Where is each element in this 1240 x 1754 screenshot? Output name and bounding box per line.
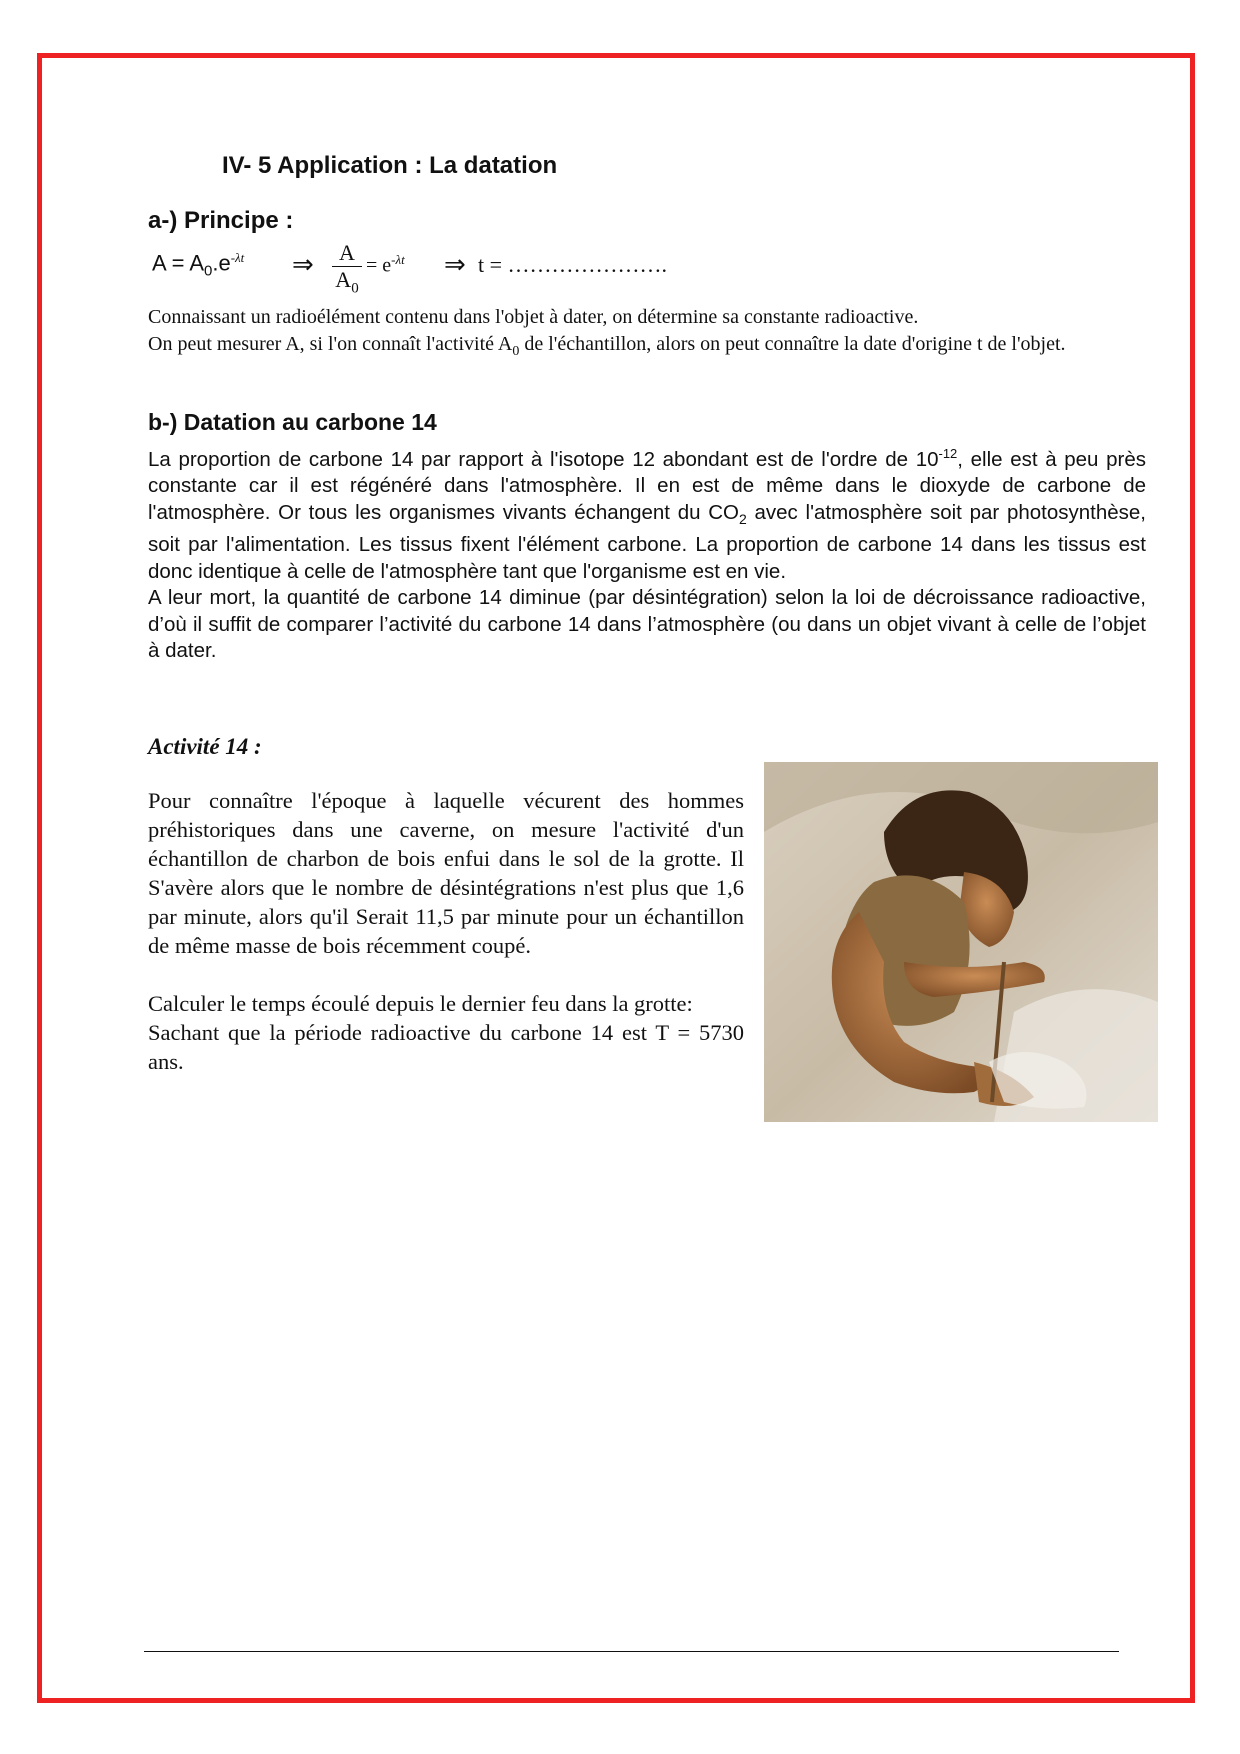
implies-arrow-1: ⇒ xyxy=(292,250,314,279)
carbone-paragraph-2: A leur mort, la quantité de carbone 14 diminue (par désintégration) selon la loi de décroissance radioactive, d’où il suffit de comparer l’activité du carbone 14 dans l’atmosphère (ou dans un objet vivant à celle de l’objet à dater. xyxy=(148,586,1146,663)
principe-line-2: On peut mesurer A, si l'on connaît l'activité $A_0$ de l'échantillon, alors on peut connaître la date d'origine t de l'objet. xyxy=(148,333,1066,359)
formula-exp: = $e^{-\lambda t}$ xyxy=(366,252,405,277)
fraction-denominator: $A_0$ xyxy=(335,267,359,297)
principe-paragraph xyxy=(148,304,1146,365)
principe-line-1: Connaissant un radioélément contenu dans l'objet à dater, on détermine sa constante radioactive. xyxy=(148,306,919,328)
activite-given: Sachant que la période radioactive du carbone 14 est T = 5730 ans. xyxy=(148,1020,744,1074)
decay-formula xyxy=(152,240,852,300)
carbone-heading: b-) Datation au carbone 14 xyxy=(148,409,437,435)
formula-result: t = …………………. xyxy=(478,252,668,277)
section-title: IV- 5 Application : La datation xyxy=(222,152,558,179)
prehistoric-man-illustration xyxy=(764,762,1158,1122)
activite-text xyxy=(148,786,744,1076)
implies-arrow-2: ⇒ xyxy=(444,250,466,279)
fraction-numerator: A xyxy=(339,240,355,265)
principe-heading: a-) Principe : xyxy=(148,207,294,234)
footer-rule xyxy=(144,1651,1119,1652)
ratio-fraction xyxy=(332,240,362,301)
activite-paragraph-1: Pour connaître l'époque à laquelle vécurent des hommes préhistoriques dans une caverne, on mesure l'activité d'un échantillon de charbon de bois enfui dans le sol de la grotte. Il S'avère alors que le nombre de désintégrations n'est plus que 1,6 par minute, alors qu'il Serait 11,5 par minute pour un échantillon de même masse de bois récemment coupé. xyxy=(148,788,744,958)
formula-lhs: $A = A_0.e^{-\lambda t}$ xyxy=(152,250,245,280)
carbone-paragraph-1: La proportion de carbone 14 par rapport à l'isotope 12 abondant est de l'ordre de $10^{-12}$, elle est à peu près constante car il est régénéré dans l'atmosphère. Il en est de même dans le dioxyde de carbone de l'atmosphère. Or tous les organismes vivants échangent du $CO_2$ avec l'atmosphère soit par photosynthèse, soit par l'alimentation. Les tissus fixent l'élément carbone. La proportion de carbone 14 dans les tissus est donc identique à celle de l'atmosphère tant que l'organisme est en vie. xyxy=(148,446,1146,583)
carbone-paragraph xyxy=(148,441,1146,665)
activite-heading: Activité 14 : xyxy=(148,734,262,759)
activite-question: Calculer le temps écoulé depuis le dernier feu dans la grotte: xyxy=(148,991,693,1016)
